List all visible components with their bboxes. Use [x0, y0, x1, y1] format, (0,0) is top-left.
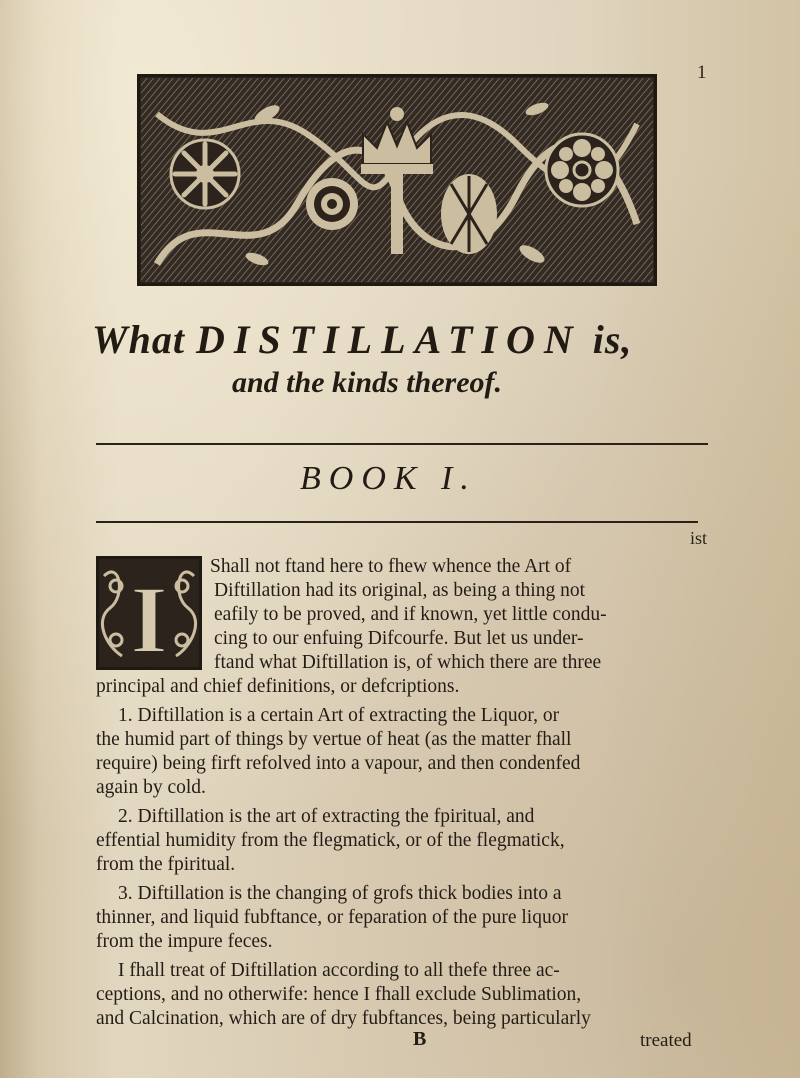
flower-ornament-right — [546, 134, 618, 206]
body-line: thinner, and liquid fubftance, or feparation of the pure liquor — [96, 907, 568, 928]
title-lead: What — [92, 317, 196, 362]
body-line: Diftillation had its original, as being a thing not — [214, 580, 585, 601]
body-line: effential humidity from the flegmatick, or of the flegmatick, — [96, 830, 565, 851]
body-line: I fhall treat of Diftillation according to all thefe three ac- — [118, 960, 560, 981]
body-line: cing to our enfuing Difcourfe. But let us under- — [214, 628, 584, 649]
signature-mark: B — [413, 1028, 427, 1050]
page-number: 1 — [697, 62, 707, 83]
body-line: ceptions, and no otherwife: hence I fhall exclude Sublimation, — [96, 984, 582, 1005]
body-line: principal and chief definitions, or defcriptions. — [96, 676, 460, 697]
ornamental-headpiece — [137, 74, 657, 286]
body-line: 1. Diftillation is a certain Art of extracting the Liquor, or — [118, 705, 560, 726]
wheat-sheaf-ornament — [441, 174, 497, 254]
book-heading: BOOK I. — [300, 460, 477, 497]
ornamental-dropcap — [96, 556, 202, 670]
body-line: 2. Diftillation is the art of extracting the fpiritual, and — [118, 806, 535, 827]
body-line: from the fpiritual. — [96, 854, 236, 875]
body-line: require) being firft refolved into a vapour, and then condenfed — [96, 753, 581, 774]
body-line: ftand what Diftillation is, of which there are three — [214, 652, 602, 673]
body-line: and Calcination, which are of dry fubftances, being particularly — [96, 1008, 591, 1029]
body-line: the humid part of things by vertue of heat (as the matter fhall — [96, 729, 572, 750]
divider-rule-bottom — [96, 521, 698, 523]
title-caps: DISTILLATION — [195, 317, 582, 362]
chapter-title-line1 — [92, 316, 732, 363]
body-line: 3. Diftillation is the changing of grofs thick bodies into a — [118, 883, 562, 904]
rose-ornament — [306, 178, 358, 230]
body-line: eafily to be proved, and if known, yet little condu- — [214, 604, 607, 625]
catchword: treated — [640, 1030, 692, 1051]
body-line: from the impure feces. — [96, 931, 273, 952]
body-line: again by cold. — [96, 777, 206, 798]
margin-fragment: ist — [690, 528, 708, 548]
chapter-title-line2: and the kinds thereof. — [232, 366, 503, 399]
body-line: Shall not ftand here to fhew whence the Art of — [210, 556, 572, 577]
title-tail: is, — [581, 317, 633, 362]
dropcap-letter: I — [130, 566, 168, 670]
flower-ornament-left — [171, 140, 239, 208]
divider-rule-top — [96, 443, 708, 445]
